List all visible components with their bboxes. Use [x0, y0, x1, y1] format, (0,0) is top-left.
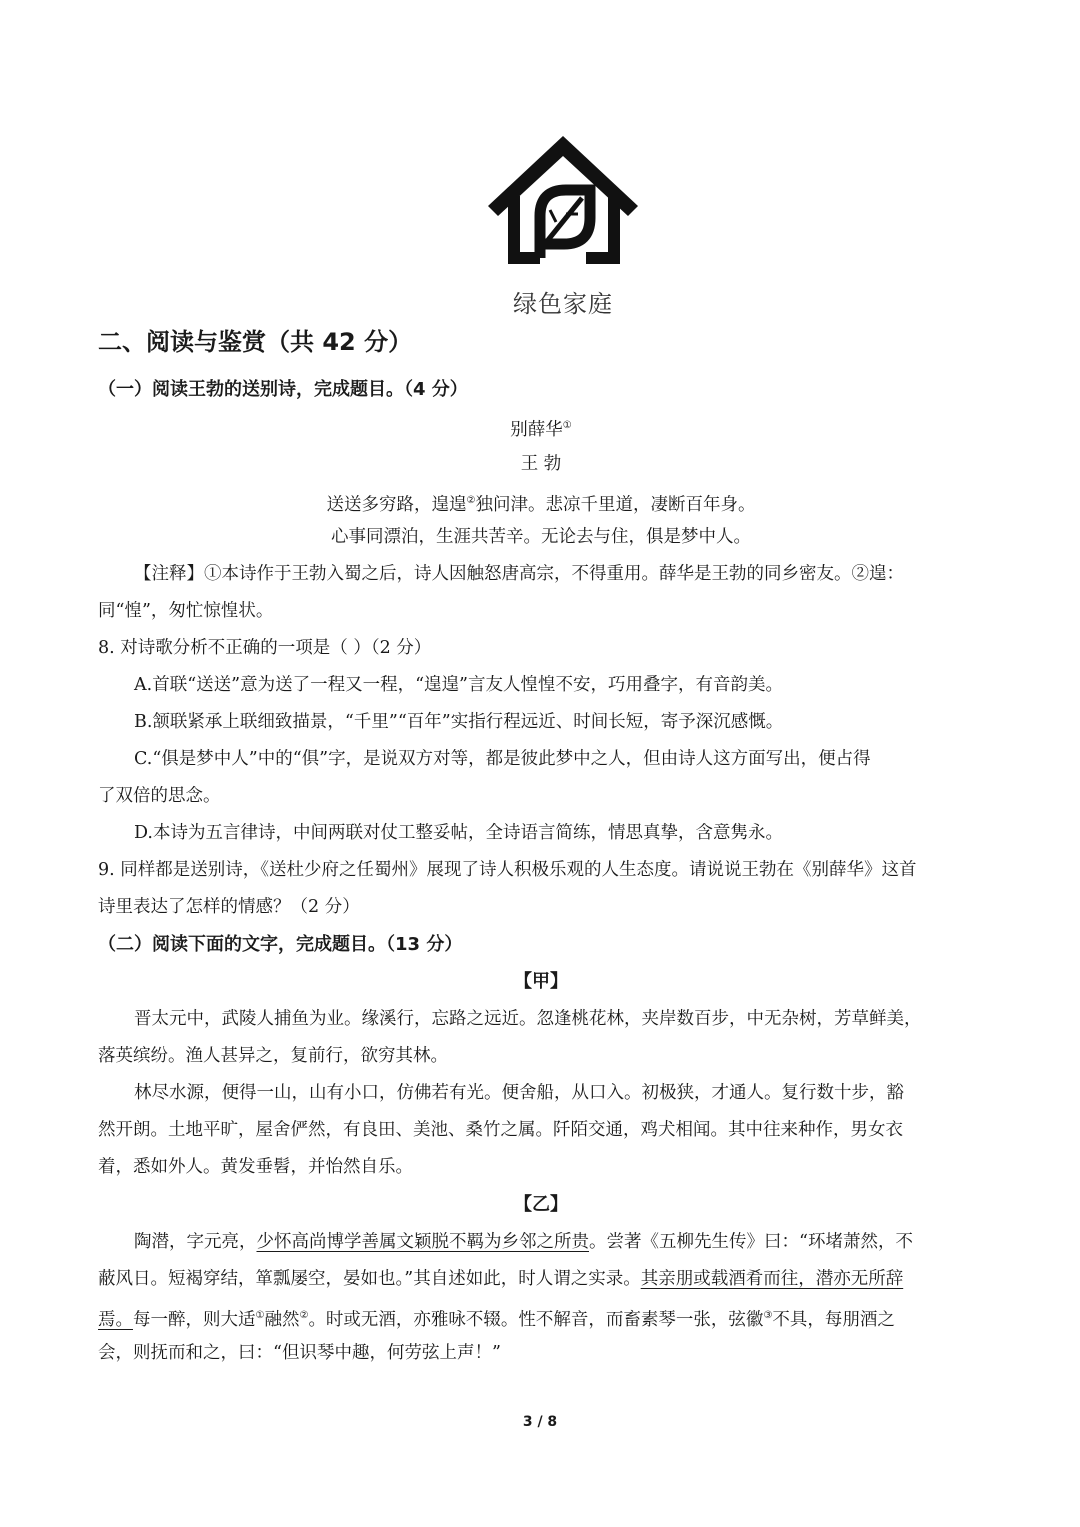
- yi-line-1b: 。尝著《五柳先生传》曰：“环堵萧然，不: [589, 1232, 913, 1252]
- question-9-line-1: 9. 同样都是送别诗，《送杜少府之任蜀州》展现了诗人积极乐观的人生态度。请说说王勃在《别薛华》这首: [98, 860, 917, 880]
- green-family-logo: [478, 118, 648, 318]
- jia-p2-line-1: 林尽水源，便得一山，山有小口，仿佛若有光。便舍船，从口入。初极狭，才通人。复行数十步，豁: [134, 1083, 904, 1103]
- poem-title-text: 别薛华: [510, 419, 563, 440]
- jia-label: 【甲】: [514, 971, 568, 992]
- yi-note-mark-1: ①: [255, 1310, 265, 1321]
- option-a: A.首联“送送”意为送了一程又一程，“遑遑”言友人惶惶不安，巧用叠字，有音韵美。: [134, 675, 783, 695]
- yi-line-4: 会，则抚而和之，曰：“但识琴中趣，何劳弦上声！”: [98, 1343, 501, 1363]
- yi-underlined-sentence-2: 其亲朋或载酒肴而往，潜亦无所辞: [640, 1269, 904, 1289]
- yi-line-3c: 。时或无酒，亦雅咏不辍。性不解音，而畜素琴一张，弦徽: [308, 1309, 764, 1330]
- yi-line-1a: 陶潜，字元亮，: [134, 1232, 257, 1252]
- section-title: 二、阅读与鉴赏（共 42 分）: [98, 328, 413, 356]
- poem-line-1-mark: ②: [466, 495, 476, 506]
- yi-line-3d: 不具，每朋酒之: [772, 1309, 895, 1330]
- yi-line-2a: 蔽风日。短褐穿结，箪瓢屡空，晏如也。”其自述如此，时人谓之实录。: [98, 1269, 641, 1289]
- yi-line-3b: 融然: [264, 1309, 300, 1330]
- poem-line-1b: 独问津。悲凉千里道，凄断百年身。: [475, 494, 756, 515]
- question-8: 8. 对诗歌分析不正确的一项是（ ）（2 分）: [98, 638, 432, 658]
- yi-label: 【乙】: [514, 1194, 568, 1215]
- poem-author: 王 勃: [520, 454, 562, 474]
- option-b: B.颔联紧承上联细致描景，“千里”“百年”实指行程远近、时间长短，寄予深沉感慨。: [134, 712, 784, 732]
- yi-line-1: [98, 1228, 984, 1256]
- yi-underlined-sentence-1: 少怀高尚博学善属文颖脱不羁为乡邻之所贵: [256, 1232, 589, 1252]
- part2-heading: （二）阅读下面的文字，完成题目。（13 分）: [98, 934, 463, 955]
- logo-text: 绿色家庭: [513, 290, 613, 318]
- page-number: 3 / 8: [522, 1414, 558, 1430]
- note-line-1: 【注释】①本诗作于王勃入蜀之后，诗人因触怒唐高宗，不得重用。薛华是王勃的同乡密友。②遑：: [134, 564, 904, 584]
- part1-heading: （一）阅读王勃的送别诗，完成题目。（4 分）: [98, 379, 468, 400]
- note-line-2: 同“惶”，匆忙惊惶状。: [98, 601, 274, 621]
- jia-p2-line-3: 着，悉如外人。黄发垂髫，并怡然自乐。: [98, 1157, 413, 1177]
- yi-note-mark-3: ③: [763, 1310, 773, 1321]
- poem-note-mark: ①: [562, 420, 572, 431]
- yi-line-2: [98, 1265, 984, 1293]
- option-c-line-2: 了双倍的思念。: [98, 786, 221, 806]
- yi-note-mark-2: ②: [299, 1310, 309, 1321]
- question-9-line-2: 诗里表达了怎样的情感？（2 分）: [98, 897, 360, 917]
- yi-underlined-sentence-2-end: 焉。: [98, 1309, 133, 1330]
- poem-title: [98, 412, 984, 444]
- yi-line-3: [98, 1302, 984, 1334]
- poem-line-1a: 送送多穷路，遑遑: [326, 494, 467, 515]
- jia-p1-line-1: 晋太元中，武陵人捕鱼为业。缘溪行，忘路之远近。忽逢桃花林，夹岸数百步，中无杂树，芳草鲜美，: [134, 1009, 922, 1029]
- house-leaf-icon: [478, 118, 648, 283]
- option-d: D.本诗为五言律诗，中间两联对仗工整妥帖，全诗语言简练，情思真挚，含意隽永。: [134, 823, 783, 843]
- jia-p1-line-2: 落英缤纷。渔人甚异之，复前行，欲穷其林。: [98, 1046, 448, 1066]
- jia-p2-line-2: 然开朗。土地平旷，屋舍俨然，有良田、美池、桑竹之属。阡陌交通，鸡犬相闻。其中往来种作，男女衣: [98, 1120, 903, 1140]
- option-c-line-1: C.“俱是梦中人”中的“俱”字，是说双方对等，都是彼此梦中之人，但由诗人这方面写出，便占得: [134, 749, 871, 769]
- poem-line-2: 心事同漂泊，生涯共苦辛。无论去与住，俱是梦中人。: [331, 527, 751, 547]
- poem-line-1: [98, 487, 984, 519]
- yi-line-3a: 每一醉，则大适: [133, 1309, 256, 1330]
